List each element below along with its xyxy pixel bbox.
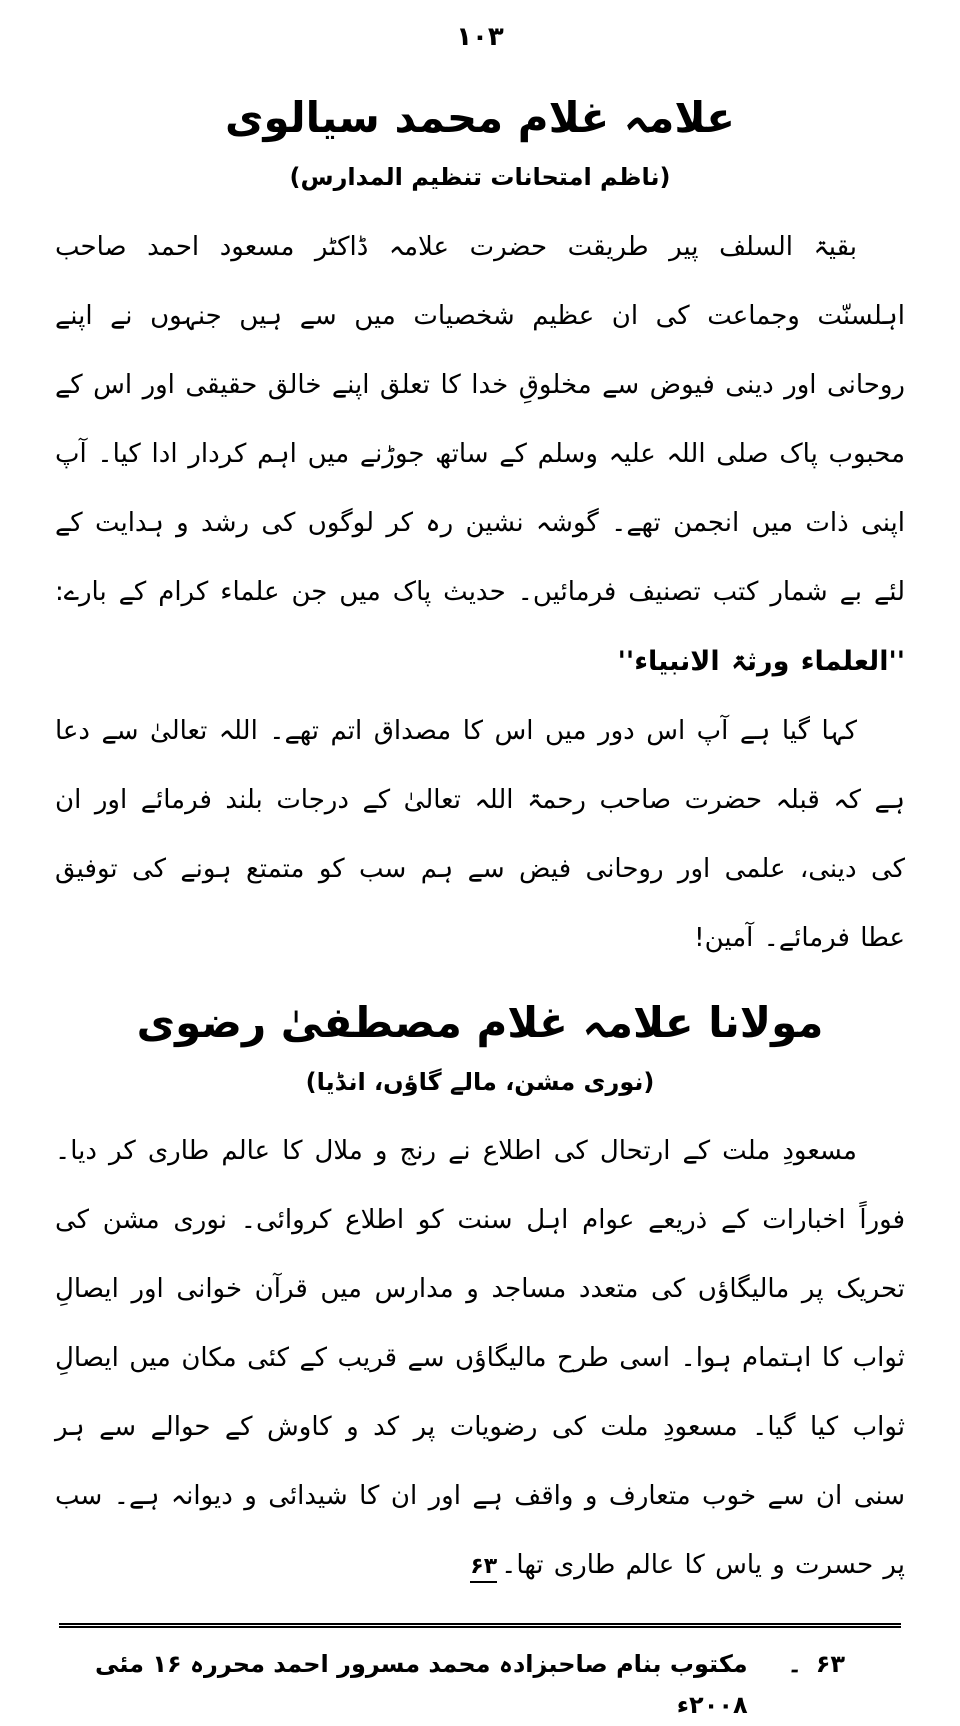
section-2-paragraph-1-text: مسعودِ ملت کے ارتحال کی اطلاع نے رنج و ملال کا عالم طاری کر دیا۔ فوراً اخبارات کے ذریعے عوام اہل سنت کو اطلاع کروائی۔ نوری مشن کی تحریک پر مالیگاؤں کی متعدد مساجد و مدارس میں قرآن خوانی اور ایصالِ ثواب کا اہتمام ہوا۔ اسی طرح مالیگاؤں سے قریب کے کئی مکان میں ایصالِ ثواب کیا گیا۔ مسعودِ ملت کی رضویات پر کد و کاوش کے حوالے سے ہر سنی ان سے خوب متعارف و واقف ہے اور ان کا شیدائی و دیوانہ ہے۔ سب پر حسرت و یاس کا عالم طاری تھا۔ xyxy=(55,1136,905,1581)
section-1-paragraph-1-text: بقیۃ السلف پیر طریقت حضرت علامہ ڈاکٹر مسعود احمد صاحب اہلسنّت وجماعت کی ان عظیم شخصیات میں سے ہیں جنہوں نے اپنے روحانی اور دینی فیوض سے مخلوقِ خدا کا تعلق اپنے خالق حقیقی اور اس کے محبوب پاک صلی اللہ علیہ وسلم کے ساتھ جوڑنے میں اہم کردار ادا کیا۔ آپ اپنی ذات میں انجمن تھے۔ گوشہ نشین رہ کر لوگوں کی رشد و ہدایت کے لئے بے شمار کتب تصنیف فرمائیں۔ حدیث پاک میں جن علماء کرام کے بارے: xyxy=(55,231,905,607)
page-number: ۱۰۳ xyxy=(456,22,504,52)
section-1-paragraph-2-text: کہا گیا ہے آپ اس دور میں اس کا مصداق اتم تھے۔ اللہ تعالیٰ سے دعا ہے کہ قبلہ حضرت صاحب رحمۃ اللہ تعالیٰ کے درجات بلند فرمائے اور ان کی دینی، علمی اور روحانی فیض سے ہم سب کو متمتع ہونے کی توفیق عطا فرمائے۔ آمین! xyxy=(55,715,905,953)
section-2-subheading: (نوری مشن، مالے گاؤں، انڈیا) xyxy=(305,1067,655,1096)
section-1-paragraph-2 xyxy=(55,697,905,973)
footnote-text: مکتوب بنام صاحبزادہ محمد مسرور احمد محررہ ۱۶ مئی ۲۰۰۸ء xyxy=(95,1650,748,1719)
footnote-reference-marker: ۶۳ xyxy=(470,1554,497,1583)
hadith-quote: ''العلماء ورثۃ الانبیاء'' xyxy=(617,645,905,677)
footnote-number: ۶۳ xyxy=(815,1650,845,1679)
footnote xyxy=(55,1644,905,1726)
footnote-divider xyxy=(59,1623,901,1628)
section-1-heading: علامہ غلام محمد سیالوی xyxy=(225,93,735,142)
section-2-heading: مولانا علامہ غلام مصطفیٰ رضوی xyxy=(136,997,824,1047)
footnote-dash: ۔ xyxy=(787,1650,802,1679)
section-1-paragraph-1 xyxy=(55,213,905,697)
section-2-paragraph-1 xyxy=(55,1117,905,1601)
section-1-subheading: (ناظم امتحانات تنظیم المدارس) xyxy=(289,163,671,191)
